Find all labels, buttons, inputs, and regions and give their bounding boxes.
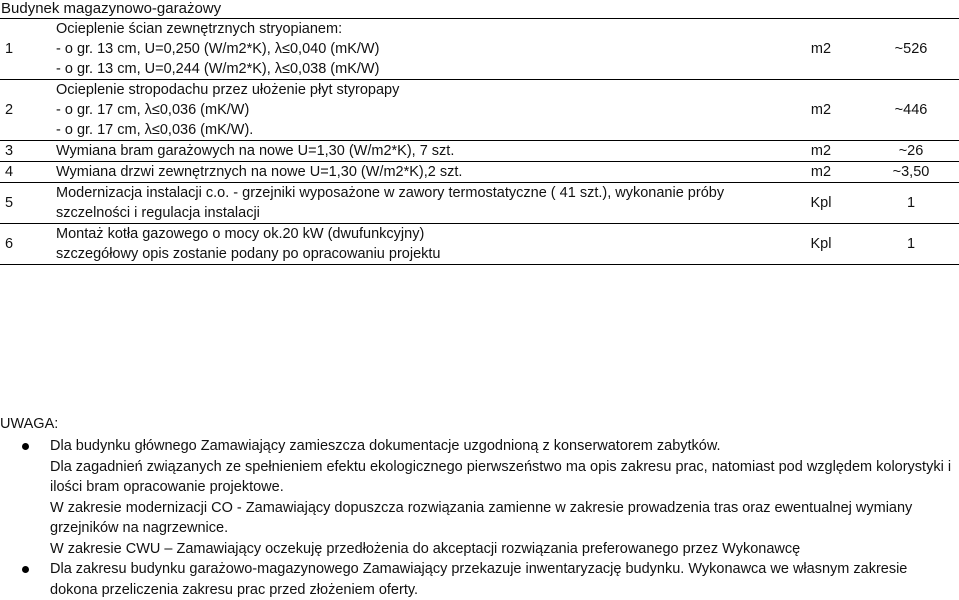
- description-line: Ocieplenie stropodachu przez ułożenie płyt styropapy: [56, 82, 400, 98]
- document-title: Budynek magazynowo-garażowy: [1, 0, 222, 17]
- description-line: - o gr. 13 cm, U=0,244 (W/m2*K), λ≤0,038 (mK/W): [56, 61, 380, 77]
- note-text: Dla zagadnień związanych ze spełnieniem efektu ekologicznego pierwszeństwo ma opis zakresu prac, natomiast pod względem kolorystyki i ilości bram opracowanie projektowe.: [50, 458, 952, 495]
- bullet-icon: [22, 443, 29, 450]
- works-table-body: [0, 19, 959, 265]
- row-quantity: ~26: [861, 141, 959, 162]
- row-quantity: 1: [861, 183, 959, 224]
- note-text: W zakresie modernizacji CO - Zamawiający dopuszcza rozwiązania zamienne w zakresie prowadzenia tras oraz ewentualnej wymiany grzejników na nagrzewnice.: [50, 499, 913, 536]
- row-quantity: ~446: [861, 80, 959, 141]
- description-line: Montaż kotła gazowego o mocy ok.20 kW (dwufunkcyjny): [56, 226, 425, 242]
- bullet-icon: [22, 566, 29, 573]
- note-item: [0, 498, 959, 539]
- row-number: 4: [0, 162, 55, 183]
- row-unit: Kpl: [781, 224, 861, 265]
- note-text: W zakresie CWU – Zamawiający oczekuję przedłożenia do akceptacji rozwiązania preferowanego przez Wykonawcę: [50, 540, 801, 557]
- works-table: [0, 18, 959, 265]
- row-number: 5: [0, 183, 55, 224]
- row-number: 2: [0, 80, 55, 141]
- description-line: Wymiana drzwi zewnętrznych na nowe U=1,30 (W/m2*K),2 szt.: [56, 164, 463, 180]
- note-item: [0, 436, 959, 457]
- note-text: Dla zakresu budynku garażowo-magazynowego Zamawiający przekazuje inwentaryzację budynku. Wykonawca we własnym zakresie dokona przeliczenia zakresu prac przed złożeniem oferty.: [50, 561, 908, 598]
- description-line: Wymiana bram garażowych na nowe U=1,30 (W/m2*K), 7 szt.: [56, 143, 455, 159]
- row-description: [55, 224, 781, 265]
- description-line: szczegółowy opis zostanie podany po opracowaniu projektu: [56, 246, 441, 262]
- row-description: [55, 19, 781, 80]
- row-description: [55, 183, 781, 224]
- row-unit: m2: [781, 80, 861, 141]
- description-line: szczelności i regulacja instalacji: [56, 205, 260, 221]
- table-row: [0, 80, 959, 141]
- table-row: [0, 162, 959, 183]
- row-description: [55, 162, 781, 183]
- row-quantity: ~3,50: [861, 162, 959, 183]
- row-description: [55, 80, 781, 141]
- note-item: [0, 457, 959, 498]
- table-row: [0, 141, 959, 162]
- row-unit: m2: [781, 162, 861, 183]
- note-item: [0, 539, 959, 560]
- table-row: [0, 224, 959, 265]
- row-number: 1: [0, 19, 55, 80]
- row-number: 3: [0, 141, 55, 162]
- row-unit: m2: [781, 141, 861, 162]
- note-item: [0, 559, 959, 600]
- row-number: 6: [0, 224, 55, 265]
- row-description: [55, 141, 781, 162]
- description-line: Ocieplenie ścian zewnętrznych stryopianem:: [56, 21, 343, 37]
- description-line: - o gr. 17 cm, λ≤0,036 (mK/W).: [56, 122, 254, 138]
- description-line: - o gr. 17 cm, λ≤0,036 (mK/W): [56, 102, 250, 118]
- notes-heading: UWAGA:: [0, 416, 59, 432]
- description-line: - o gr. 13 cm, U=0,250 (W/m2*K), λ≤0,040 (mK/W): [56, 41, 380, 57]
- row-quantity: ~526: [861, 19, 959, 80]
- table-row: [0, 19, 959, 80]
- note-text: Dla budynku głównego Zamawiający zamieszcza dokumentacje uzgodnioną z konserwatorem zabytków.: [50, 438, 721, 454]
- row-unit: m2: [781, 19, 861, 80]
- row-unit: Kpl: [781, 183, 861, 224]
- notes-list: [0, 436, 959, 600]
- row-quantity: 1: [861, 224, 959, 265]
- description-line: Modernizacja instalacji c.o. - grzejniki wyposażone w zawory termostatyczne ( 41 szt.), wykonanie próby: [56, 185, 725, 201]
- table-row: [0, 183, 959, 224]
